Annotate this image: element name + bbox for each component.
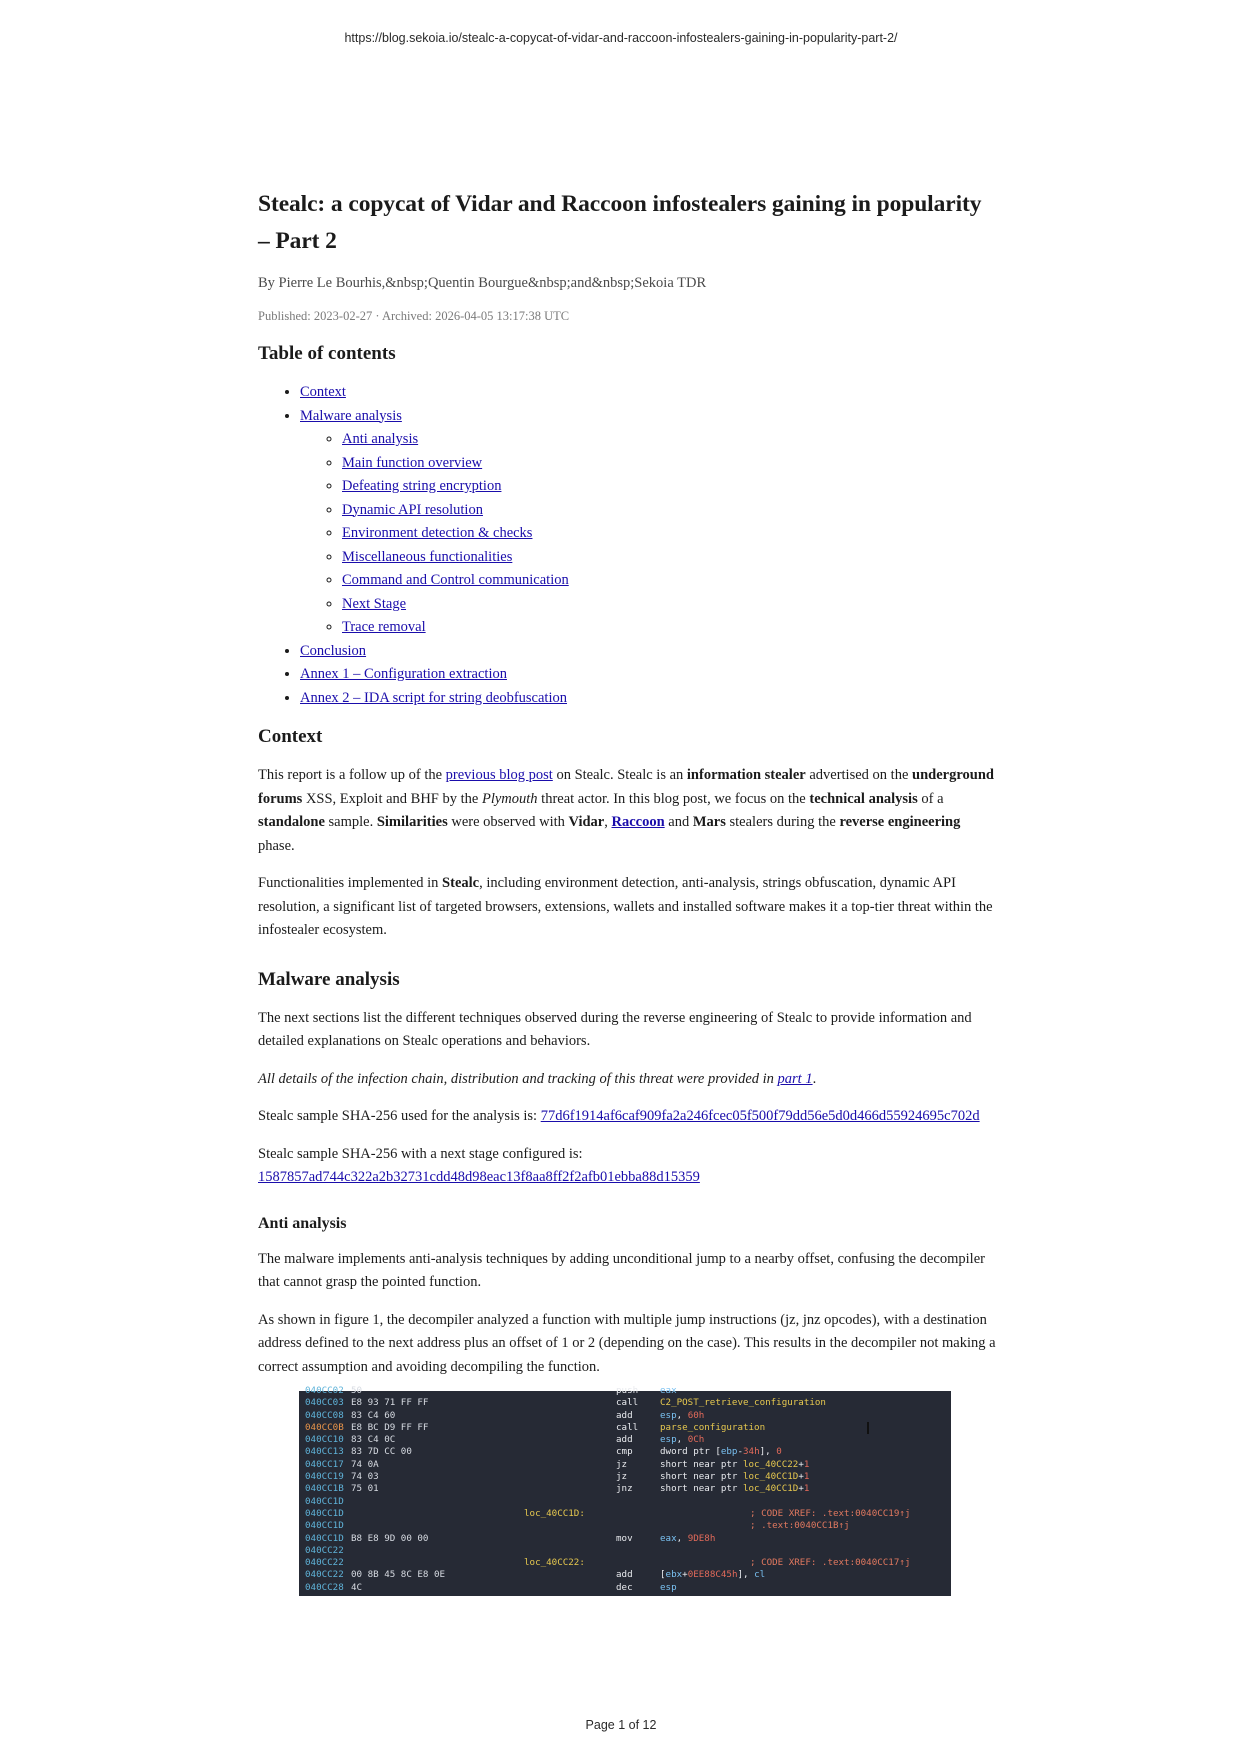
italic-text: Plymouth	[481, 790, 538, 807]
code-address: 040CC1B	[305, 1483, 344, 1495]
toc-link-next-stage[interactable]: Next Stage	[342, 595, 407, 612]
code-bytes: B8 E8 9D 00 00	[351, 1532, 429, 1544]
ida-disassembly-figure	[299, 1385, 951, 1596]
toc-sublist	[300, 428, 998, 640]
text-run: Stealc sample SHA-256 with a next stage configured is:	[258, 1145, 583, 1162]
page-url-header: https://blog.sekoia.io/stealc-a-copycat-of-vidar-and-raccoon-infostealers-gaining-in-popularity-part-2/	[344, 31, 898, 45]
operand-token: eax	[660, 1385, 677, 1396]
code-mnemonic: call	[616, 1397, 639, 1409]
code-mnemonic: mov	[616, 1532, 633, 1544]
operand-token: -	[737, 1446, 744, 1458]
code-operands	[660, 1533, 715, 1545]
code-operands	[660, 1459, 809, 1471]
operand-token: loc_40CC1D	[742, 1471, 799, 1483]
sha256-next-stage-link[interactable]: 1587857ad744c322a2b32731cdd48d98eac13f8aa8ff2f2afb01ebba88d15359	[258, 1169, 700, 1185]
text-run: on Stealc. Stealc is an	[552, 767, 687, 783]
toc-link-c2-communication[interactable]: Command and Control communication	[342, 572, 569, 588]
text-run: sample.	[324, 814, 377, 830]
operand-token: 1	[803, 1483, 810, 1495]
code-mnemonic: jz	[616, 1458, 628, 1470]
text-run: , including environment detection, anti-analysis, strings obfuscation, dynamic API resolution, a significant list of targeted browsers, extensions, wallets and installed software makes it a top-tier threat within the infostealer ecosystem.	[258, 875, 993, 938]
page-number-footer: Page 1 of 12	[585, 1718, 657, 1732]
text-run: phase.	[258, 837, 295, 854]
operand-token: +	[798, 1458, 804, 1470]
toc-item	[300, 381, 998, 405]
bold-text: Vidar	[568, 814, 605, 830]
text-run: Functionalities implemented in	[258, 875, 443, 891]
operand-token: loc_40CC22	[742, 1458, 799, 1470]
code-comment: ; .text:0040CC1B↑j	[750, 1520, 850, 1532]
code-operands	[660, 1410, 704, 1422]
code-address: 040CC22	[305, 1544, 344, 1556]
operand-token: parse_configuration	[660, 1421, 766, 1433]
operand-token: 0Ch	[687, 1434, 705, 1446]
toc-link-misc-functionalities[interactable]: Miscellaneous functionalities	[342, 548, 513, 565]
code-address: 040CC17	[305, 1458, 344, 1470]
part-1-link[interactable]: part 1	[777, 1070, 813, 1087]
toc-item	[300, 687, 998, 711]
operand-token: +	[798, 1483, 804, 1495]
code-address: 040CC22	[305, 1557, 344, 1569]
code-address: 040CC02	[305, 1385, 344, 1396]
toc-subitem	[342, 522, 998, 546]
anti-analysis-paragraph-2: As shown in figure 1, the decompiler analyzed a function with multiple jump instructions (jz, jnz opcodes), with a destination address defined to the next address plus an offset of 1 or 2 (depending on the case). This results in the decompiler not making a correct assumption and avoiding decompiling the function.	[258, 1311, 996, 1375]
code-line	[299, 1446, 951, 1458]
toc-link-annex-1[interactable]: Annex 1 – Configuration extraction	[300, 666, 507, 682]
toc-link-conclusion[interactable]: Conclusion	[300, 642, 367, 659]
code-bytes: 83 C4 60	[351, 1409, 396, 1421]
operand-token: [	[660, 1569, 666, 1581]
code-mnemonic: add	[616, 1409, 633, 1421]
code-line	[299, 1434, 951, 1446]
text-run: stealers during the	[725, 814, 840, 830]
operand-token: 1	[803, 1458, 810, 1470]
code-bytes: 83 7D CC 00	[351, 1446, 412, 1458]
section-heading-context: Context	[258, 726, 323, 747]
code-line	[299, 1459, 951, 1471]
context-paragraph-2	[258, 872, 998, 943]
toc-item	[300, 640, 998, 664]
code-line	[299, 1385, 951, 1397]
operand-token: 34h	[743, 1446, 760, 1458]
code-mnemonic: add	[616, 1434, 633, 1446]
bold-text: Similarities	[376, 814, 448, 830]
code-address: 040CC10	[305, 1434, 344, 1446]
bold-text: technical analysis	[809, 790, 918, 807]
sha256-analysis-link[interactable]: 77d6f1914af6caf909fa2a246fcec05f500f79dd56e5d0d466d55924695c702d	[540, 1108, 980, 1124]
malware-paragraph-1: The next sections list the different techniques observed during the reverse engineering of Stealc to provide information and detailed explanations on Stealc operations and behaviors.	[258, 1009, 972, 1049]
context-paragraph-1	[258, 764, 998, 858]
operand-token: ebp	[720, 1446, 738, 1458]
toc-heading: Table of contents	[258, 343, 396, 364]
toc-link-defeating-string-encryption[interactable]: Defeating string encryption	[342, 478, 502, 494]
code-label: loc_40CC22:	[524, 1557, 585, 1569]
code-address: 040CC19	[305, 1471, 344, 1483]
code-line	[299, 1471, 951, 1483]
bold-text: information stealer	[686, 767, 806, 783]
bold-text: underground forums	[258, 767, 994, 807]
code-address: 040CC1D	[305, 1532, 344, 1544]
article-dates: Published: 2023-02-27 · Archived: 2026-04-05 13:17:38 UTC	[258, 309, 570, 323]
code-bytes: E8 93 71 FF FF	[351, 1397, 429, 1409]
code-line	[299, 1533, 951, 1545]
text-run: ,	[604, 814, 612, 830]
code-line	[299, 1410, 951, 1422]
operand-token: dword ptr [	[660, 1446, 721, 1458]
operand-token: 0	[776, 1446, 782, 1458]
code-mnemonic: call	[616, 1421, 639, 1433]
code-mnemonic: jz	[616, 1471, 628, 1483]
text-run: of a	[917, 790, 944, 807]
code-line	[299, 1508, 951, 1520]
bold-text: standalone	[258, 814, 325, 830]
code-mnemonic: add	[616, 1569, 633, 1581]
toc-subitem	[342, 616, 998, 640]
code-address: 040CC1D	[305, 1507, 344, 1519]
toc-subitem	[342, 546, 998, 570]
code-mnemonic: push	[616, 1385, 639, 1396]
code-line	[299, 1496, 951, 1508]
code-address: 040CC1D	[305, 1495, 344, 1507]
operand-token: 0EE88C45h	[687, 1569, 738, 1581]
text-run: were observed with	[447, 814, 569, 830]
toc-item	[300, 405, 998, 640]
section-heading-malware-analysis: Malware analysis	[258, 968, 400, 990]
operand-token: loc_40CC1D	[742, 1483, 799, 1495]
text-run: All details of the infection chain, distribution and tracking of this threat were provided in	[258, 1070, 778, 1087]
code-line	[299, 1520, 951, 1532]
code-operands	[660, 1385, 677, 1397]
code-line	[299, 1582, 951, 1594]
toc-subitem	[342, 428, 998, 452]
operand-token: ebx	[665, 1569, 683, 1581]
toc-link-main-function-overview[interactable]: Main function overview	[342, 454, 483, 471]
toc-subitem	[342, 499, 998, 523]
bold-text: reverse engineering	[839, 814, 961, 830]
code-operands	[660, 1397, 826, 1409]
operand-token: 9DE8h	[687, 1532, 716, 1544]
code-operands	[660, 1471, 809, 1483]
operand-token: cl	[754, 1569, 766, 1581]
code-operands	[660, 1582, 677, 1594]
text-run: threat actor. In this blog post, we focus on the	[537, 790, 810, 807]
toc-link-dynamic-api-resolution[interactable]: Dynamic API resolution	[342, 501, 483, 518]
article-title: Stealc: a copycat of Vidar and Raccoon infostealers gaining in popularity – Part 2	[258, 191, 982, 254]
operand-token: eax	[660, 1532, 677, 1544]
toc-item	[300, 663, 998, 687]
operand-token: C2_POST_retrieve_configuration	[660, 1397, 826, 1409]
operand-token: esp	[660, 1409, 677, 1421]
code-mnemonic: dec	[616, 1581, 633, 1593]
malware-paragraph-2	[258, 1068, 998, 1092]
operand-token: short near ptr	[660, 1471, 743, 1483]
code-operands	[660, 1422, 765, 1434]
code-bytes: E8 BC D9 FF FF	[351, 1421, 429, 1433]
code-line	[299, 1545, 951, 1557]
code-bytes: 74 03	[351, 1471, 379, 1483]
toc-link-environment-detection[interactable]: Environment detection & checks	[342, 525, 533, 541]
sha256-analysis-line	[258, 1105, 998, 1129]
toc-link-malware-analysis[interactable]: Malware analysis	[300, 407, 402, 424]
operand-token: ,	[676, 1532, 688, 1544]
text-run: This report is a follow up of the	[258, 767, 446, 783]
code-address: 040CC28	[305, 1581, 344, 1593]
toc-link-anti-analysis[interactable]: Anti analysis	[342, 431, 419, 447]
operand-token: short near ptr	[660, 1458, 743, 1470]
code-bytes: 4C	[351, 1581, 363, 1593]
code-operands	[660, 1483, 809, 1495]
code-address: 040CC1D	[305, 1520, 344, 1532]
text-run: Stealc sample SHA-256 used for the analysis is:	[258, 1108, 541, 1124]
toc-subitem	[342, 569, 998, 593]
article-content	[258, 186, 998, 1596]
code-address: 040CC22	[305, 1569, 344, 1581]
toc-link-annex-2[interactable]: Annex 2 – IDA script for string deobfuscation	[300, 689, 567, 706]
code-comment: ; CODE XREF: .text:0040CC17↑j	[750, 1557, 911, 1569]
code-operands	[660, 1434, 704, 1446]
article-byline: By Pierre Le Bourhis,&nbsp;Quentin Bourgue&nbsp;and&nbsp;Sekoia TDR	[258, 275, 707, 291]
code-mnemonic: cmp	[616, 1446, 633, 1458]
subsection-heading-anti-analysis: Anti analysis	[258, 1214, 347, 1232]
toc-link-context[interactable]: Context	[300, 384, 346, 400]
toc-subitem	[342, 475, 998, 499]
code-address: 040CC03	[305, 1397, 344, 1409]
toc-subitem	[342, 452, 998, 476]
bold-text: Stealc	[442, 875, 480, 891]
operand-token: esp	[660, 1581, 677, 1593]
code-address: 040CC13	[305, 1446, 344, 1458]
operand-token: 60h	[687, 1409, 705, 1421]
code-address: 040CC0B	[305, 1421, 344, 1433]
previous-blog-post-link[interactable]: previous blog post	[445, 767, 553, 783]
operand-token: ,	[676, 1434, 688, 1446]
code-bytes: 00 8B 45 8C E8 0E	[351, 1569, 446, 1581]
code-bytes: 74 0A	[351, 1458, 379, 1470]
operand-token: +	[798, 1471, 804, 1483]
code-bytes: 50	[351, 1385, 363, 1396]
code-bytes: 75 01	[351, 1483, 379, 1495]
operand-token: esp	[660, 1434, 677, 1446]
text-run: .	[812, 1070, 817, 1087]
table-of-contents	[258, 381, 998, 710]
code-comment: ; CODE XREF: .text:0040CC19↑j	[750, 1507, 911, 1519]
text-run: advertised on the	[805, 767, 913, 783]
code-mnemonic: jnz	[616, 1483, 633, 1495]
text-run: XSS, Exploit and BHF by the	[302, 790, 482, 807]
code-operands	[660, 1446, 782, 1458]
code-operands	[660, 1569, 765, 1581]
code-line	[299, 1397, 951, 1409]
operand-token: 1	[803, 1471, 810, 1483]
anti-analysis-paragraph-1: The malware implements anti-analysis techniques by adding unconditional jump to a nearby offset, confusing the decompiler that cannot grasp the pointed function.	[258, 1250, 985, 1290]
operand-token: ,	[676, 1409, 688, 1421]
toc-link-trace-removal[interactable]: Trace removal	[342, 619, 426, 635]
operand-token: ],	[737, 1569, 755, 1581]
operand-token: ],	[759, 1446, 777, 1458]
raccoon-link[interactable]: Raccoon	[611, 814, 665, 830]
code-label: loc_40CC1D:	[524, 1507, 585, 1519]
code-address: 040CC08	[305, 1409, 344, 1421]
code-line	[299, 1422, 951, 1434]
bold-text: Mars	[692, 814, 726, 830]
sha256-next-stage-line	[258, 1143, 998, 1190]
operand-token: +	[682, 1569, 688, 1581]
operand-token: short near ptr	[660, 1483, 743, 1495]
code-line	[299, 1557, 951, 1569]
code-line	[299, 1569, 951, 1581]
toc-subitem	[342, 593, 998, 617]
text-run: and	[664, 814, 693, 830]
code-bytes: 83 C4 0C	[351, 1434, 396, 1446]
code-line	[299, 1483, 951, 1495]
